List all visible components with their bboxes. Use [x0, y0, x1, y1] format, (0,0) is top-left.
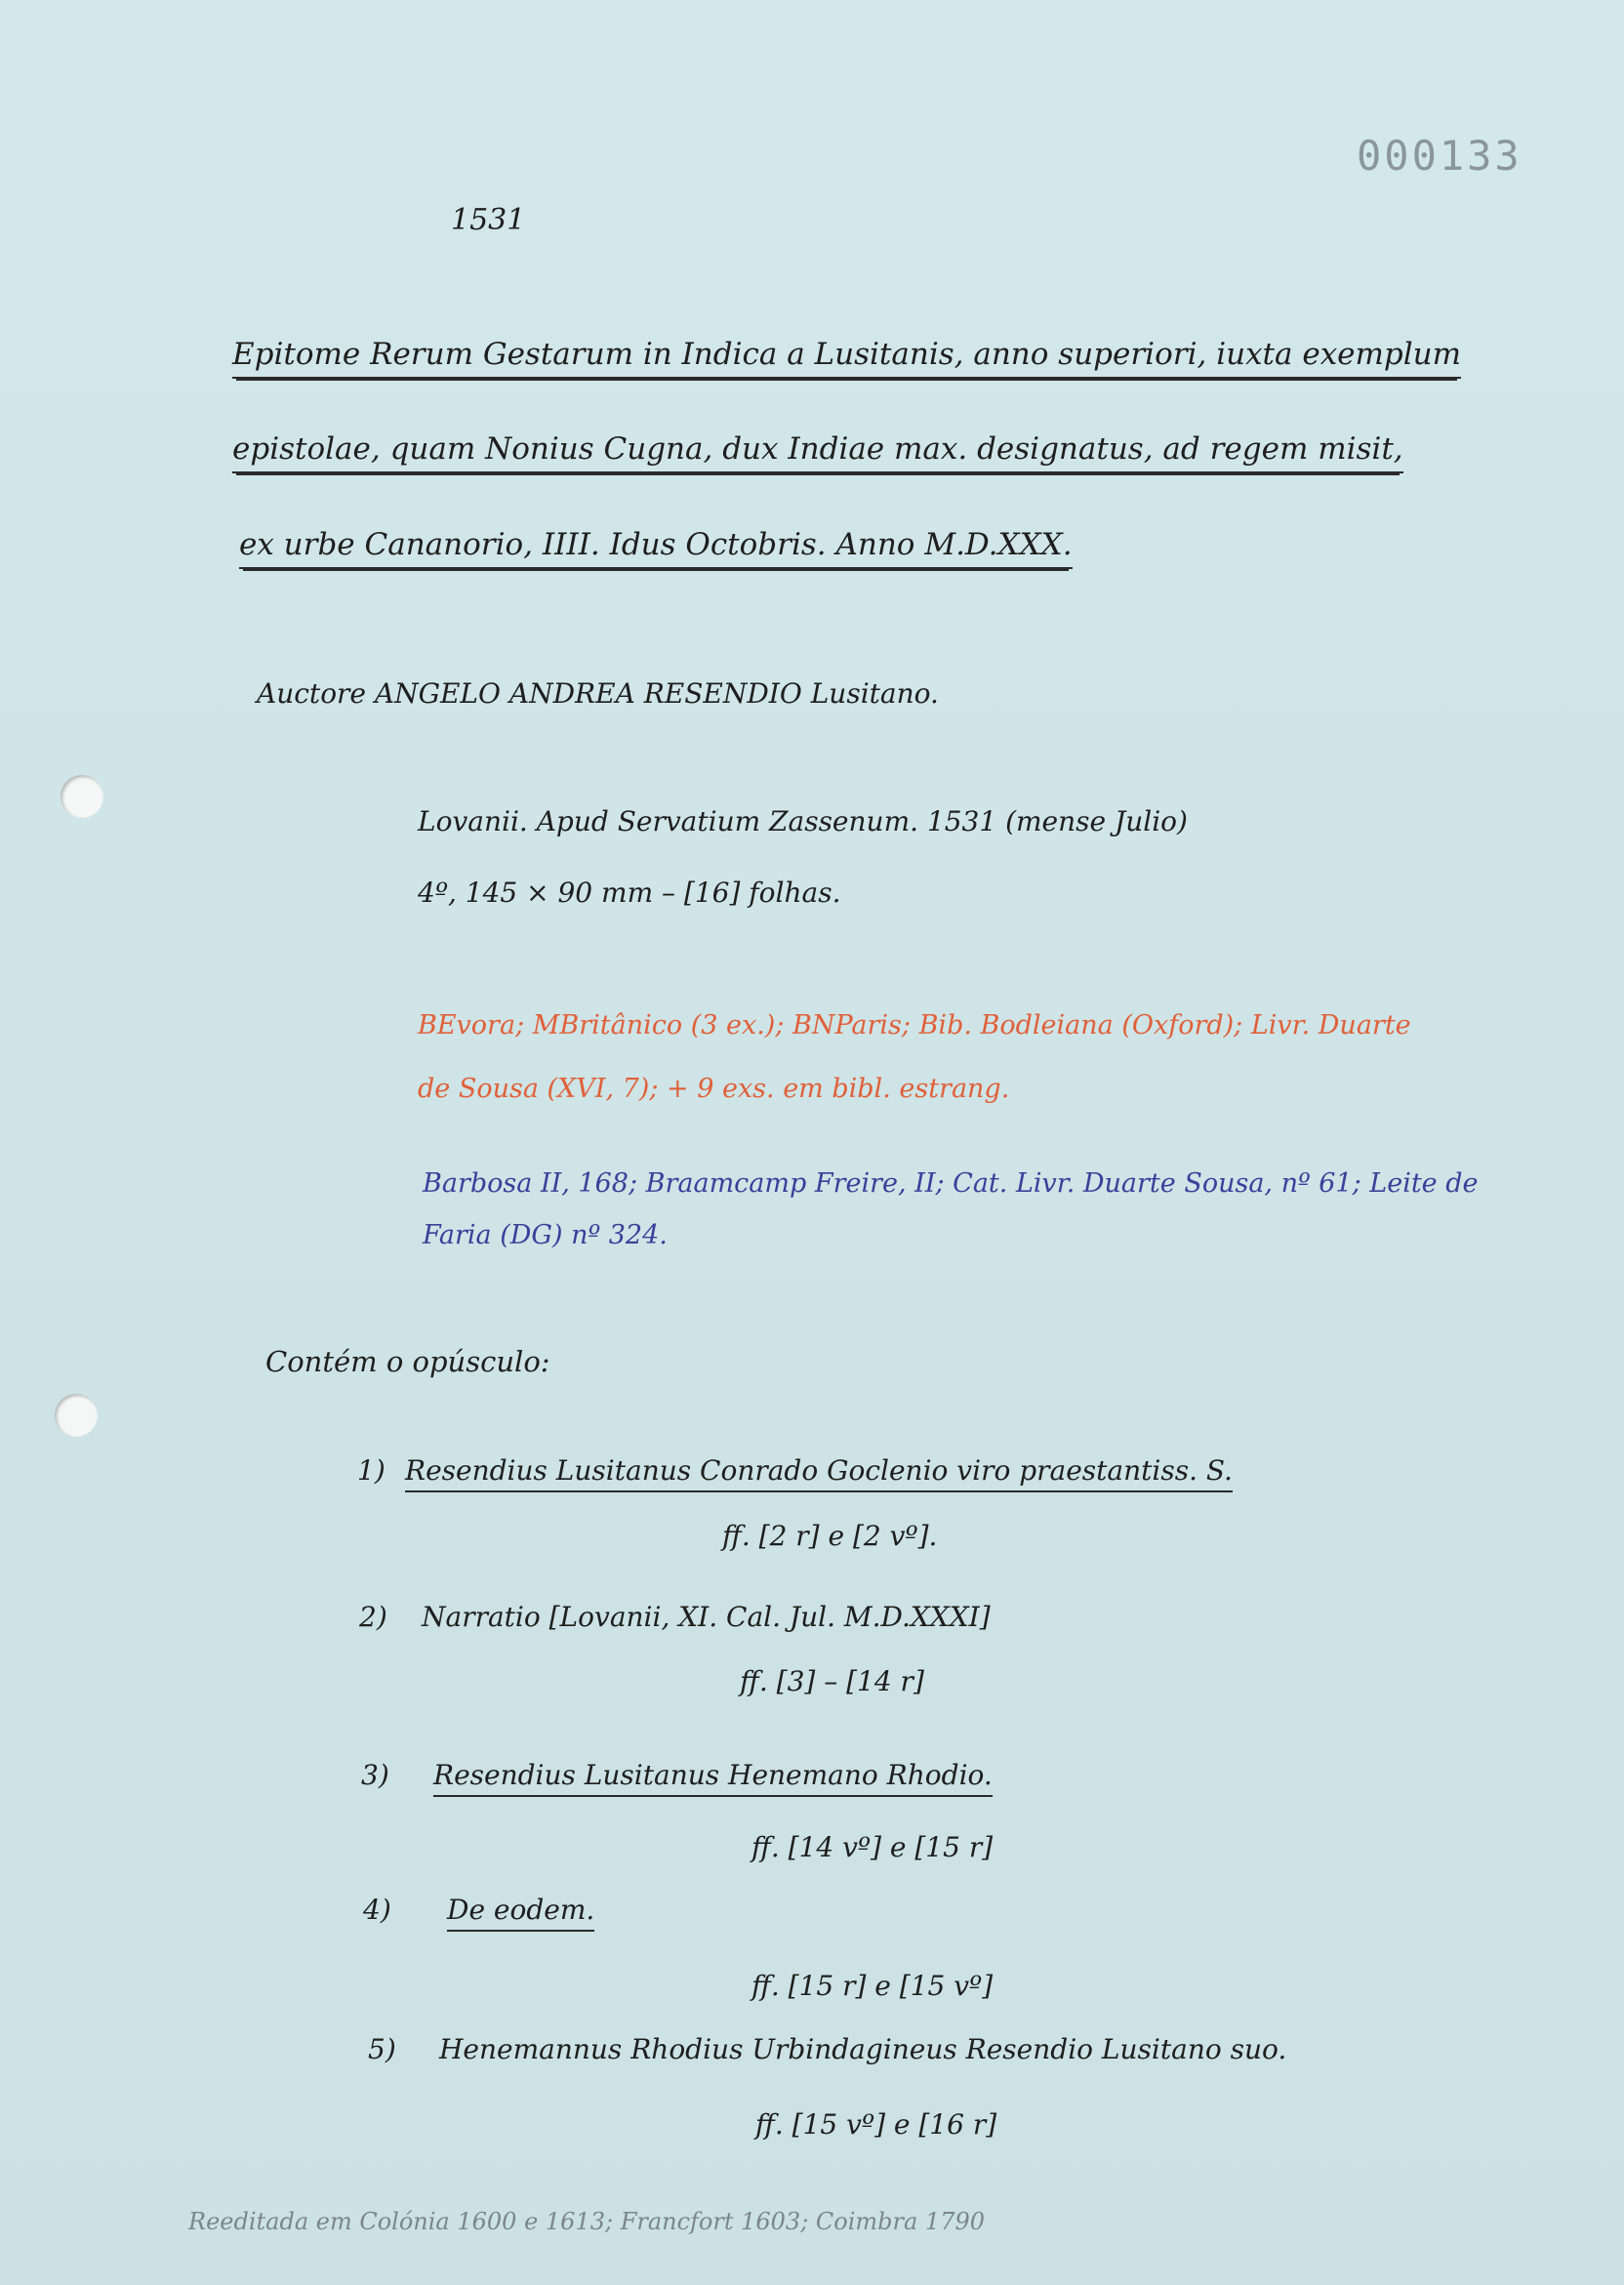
- holdings-line: BEvora; MBritânico (3 ex.); BNParis; Bib. Bodleiana (Oxford); Livr. Duarte: [418, 1010, 1411, 1040]
- author-line: Auctore ANGELO ANDREA RESENDIO Lusitano.: [257, 677, 939, 710]
- archive-stamp-number: 000133: [1357, 132, 1522, 180]
- imprint-format: 4º, 145 × 90 mm – [16] folhas.: [418, 877, 841, 909]
- item-number: 3): [361, 1759, 389, 1791]
- item-folios: ff. [2 r] e [2 vº].: [722, 1520, 938, 1552]
- title-line: ex urbe Cananorio, IIII. Idus Octobris. Anno M.D.XXX.: [239, 527, 1073, 562]
- item-folios: ff. [3] – [14 r]: [740, 1665, 924, 1697]
- punch-hole: [55, 1394, 98, 1437]
- item-number: 4): [363, 1894, 391, 1926]
- item-folios: ff. [14 vº] e [15 r]: [751, 1831, 994, 1863]
- item-folios: ff. [15 r] e [15 vº]: [751, 1970, 994, 2002]
- bibliography-line: Barbosa II, 168; Braamcamp Freire, II; Cat. Livr. Duarte Sousa, nº 61; Leite de: [423, 1168, 1479, 1199]
- pencil-footer-note: Reeditada em Colónia 1600 e 1613; Francfort 1603; Coimbra 1790: [188, 2208, 985, 2235]
- item-number: 2): [359, 1601, 387, 1633]
- title-line: Epitome Rerum Gestarum in Indica a Lusitanis, anno superiori, iuxta exemplum: [232, 337, 1461, 372]
- punch-hole: [61, 775, 103, 818]
- contents-heading: Contém o opúsculo:: [265, 1345, 550, 1378]
- item-text: Resendius Lusitanus Conrado Goclenio viro praestantiss. S.: [405, 1454, 1233, 1487]
- item-number: 5): [368, 2033, 396, 2065]
- item-text: Narratio [Lovanii, XI. Cal. Jul. M.D.XXXI]: [422, 1601, 991, 1633]
- item-text: Resendius Lusitanus Henemano Rhodio.: [433, 1759, 993, 1791]
- bibliography-line: Faria (DG) nº 324.: [423, 1220, 668, 1250]
- imprint-place: Lovanii. Apud Servatium Zassenum. 1531 (mense Julio): [418, 805, 1188, 837]
- holdings-line: de Sousa (XVI, 7); + 9 exs. em bibl. estrang.: [418, 1074, 1010, 1104]
- item-folios: ff. [15 vº] e [16 r]: [755, 2108, 997, 2141]
- publication-year: 1531: [451, 203, 526, 237]
- item-text: Henemannus Rhodius Urbindagineus Resendio Lusitano suo.: [439, 2033, 1287, 2065]
- title-line: epistolae, quam Nonius Cugna, dux Indiae max. designatus, ad regem misit,: [232, 431, 1403, 467]
- item-number: 1): [357, 1454, 386, 1487]
- item-text: De eodem.: [447, 1894, 594, 1926]
